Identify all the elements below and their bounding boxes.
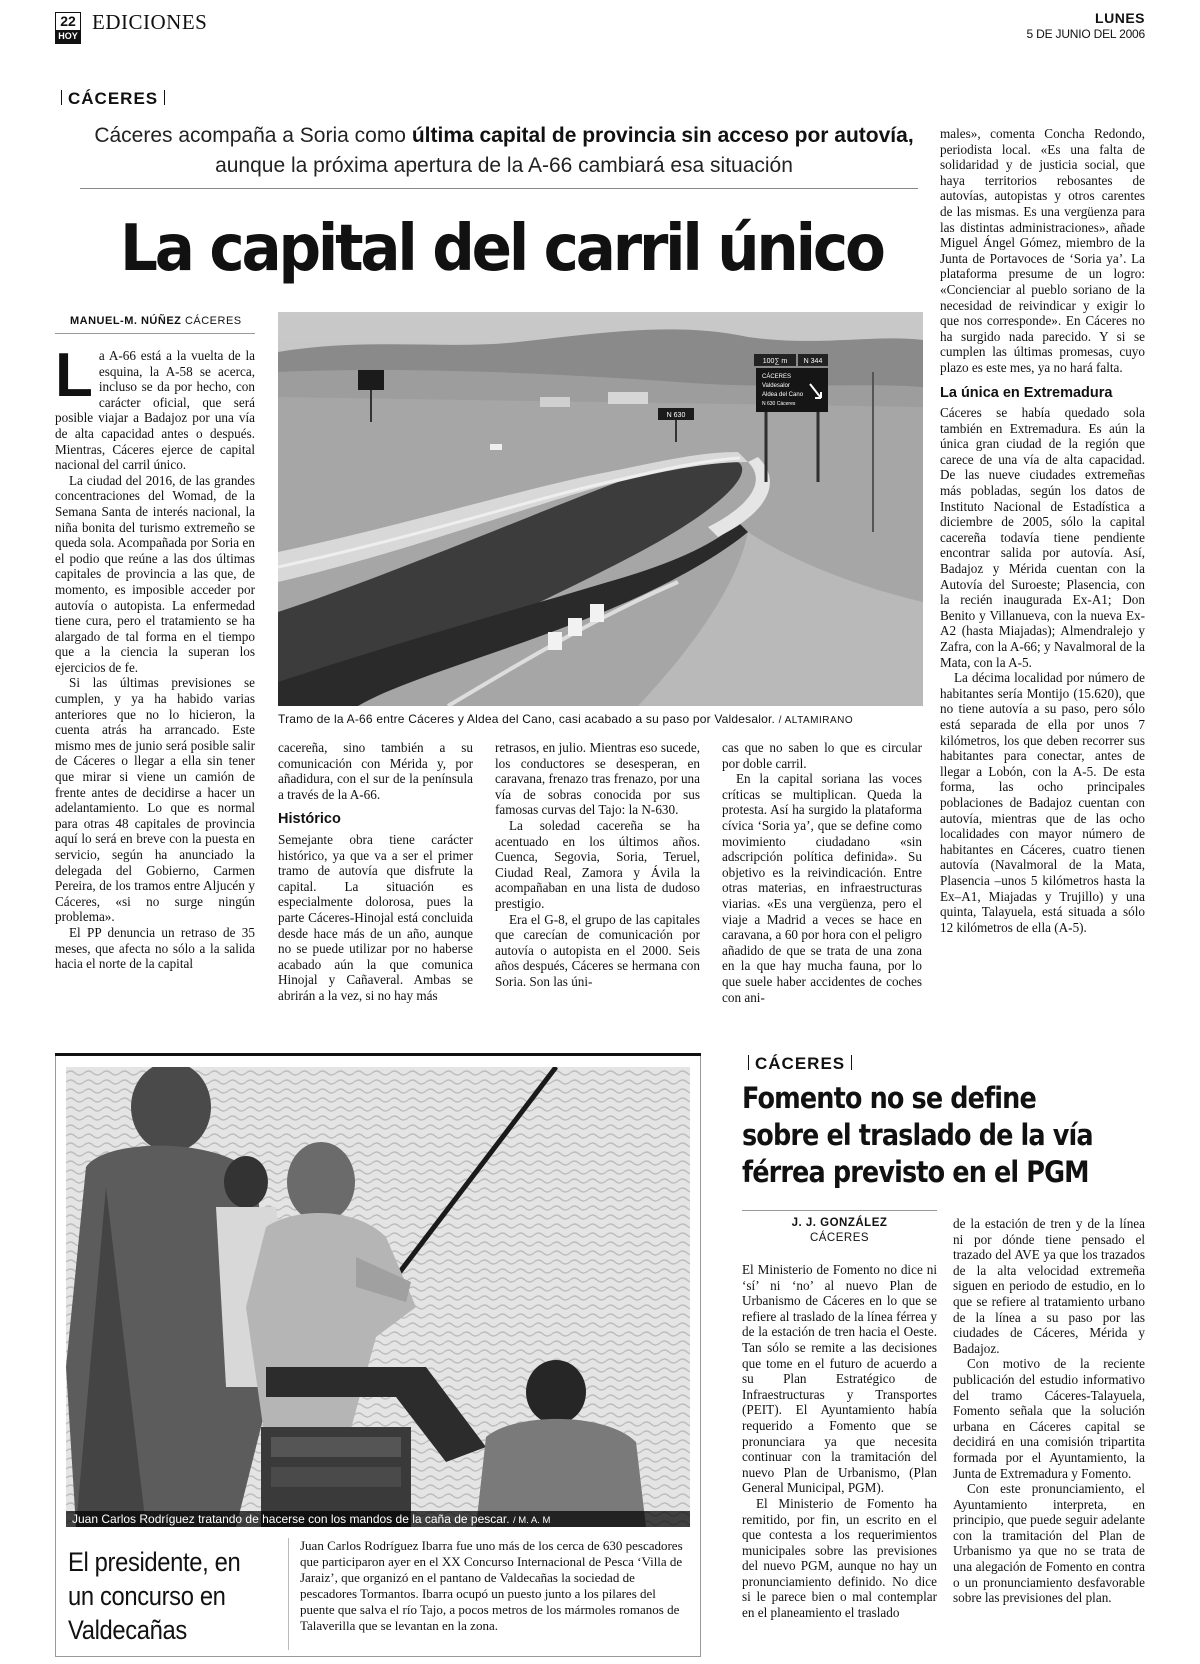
kicker-bar-left bbox=[61, 90, 62, 105]
article-column-3 bbox=[495, 740, 700, 1020]
paragraph: En la capital soriana las voces críticas se multiplican. Queda la protesta. Así ha surgido la plataforma cívica ‘Soria ya’, que se define como movimiento ciudadano «sin adscripción política definida». Su objetivo es la reivindicación. Entre otras materias, en infraestructuras viarias. «Es una vergüenza, pero el viaje a Madrid a veces se hace en caravana, a 60 por hora con el peligro añadido de que se trata de una zona en la que hay mucha fauna, por lo que suele haber accidentes de coches con ani- bbox=[722, 771, 922, 1005]
paragraph: Con este pronunciamiento, el Ayuntamiento interpreta, en principio, que puede seguir adelante con la tramitación del Plan de Urbanismo ya que no se trata de una alegación de Fomento en contra o un pronunciamiento desfavorable sobre las previsiones del plan. bbox=[953, 1481, 1145, 1606]
paragraph: El Ministerio de Fomento no dice ni ‘sí’ ni ‘no’ al nuevo Plan de Urbanismo de Cáceres en lo que se refiere al traslado de la línea férrea y de la estación de tren hacia el Oeste. Tan sólo se remite a las decisiones que tome en el futuro de acuerdo a su Plan Estratégico de Infraestructuras y Transportes (PEIT). El Ayuntamiento había requerido a Fomento que se pronunciara ya que necesita continuar con la tramitación del nuevo Plan de Urbanismo, (Plan General Municipal, PGM). bbox=[742, 1262, 937, 1496]
page-number-badge bbox=[55, 12, 81, 44]
sign-plate-distance: 100∑ m bbox=[762, 358, 788, 365]
paragraph: cacereña, sino también a su comunicación con Mérida y, por añadidura, con el sur de la península a través de la A-66. bbox=[278, 740, 473, 802]
road-photo-drawing bbox=[278, 312, 923, 706]
paragraph: cas que no saben lo que es circular por doble carril. bbox=[722, 740, 922, 771]
day-label: LUNES bbox=[1095, 10, 1145, 26]
paragraph: Si las últimas previsiones se cumplen, y ya ha habido varias anteriores que no lo hicieron, la cuenta atrás ha arrancado. Este mismo mes de junio será posible salir de Cáceres o llegar a ella sin tener que mirar si viene un camión de frente antes de decidirse a hacer un adelantamiento. Lo que es normal para otras 48 capitales de provincia aquí lo será en breve con la puesta en servicio, según ha anunciado la delegada del Gobierno, Carmen Pereira, de los tramos entre Aljucén y Cáceres, «si no surge ningún problema». bbox=[55, 675, 255, 925]
second-headline: Fomento no se define sobre el traslado de la vía férrea previsto en el PGM bbox=[742, 1081, 1093, 1189]
article-column-2 bbox=[278, 740, 473, 1020]
sign-line-2: Valdesalor bbox=[762, 383, 790, 389]
paragraph: de la estación de tren y de la línea ni por dónde tiene pensado el trazado del AVE ya que los trazados de la alta velocidad extremeña siguen en periodo de estudio, en lo que se refiere al tratamiento urbano de la línea a su paso por las ciudades de Cáceres, Mérida y Badajoz. bbox=[953, 1216, 1145, 1356]
byline-place: CÁCERES bbox=[184, 315, 242, 327]
paragraph: La ciudad del 2016, de las grandes concentraciones del Womad, de la Semana Santa de interés nacional, la niña bonita del turismo extremeño se queda sola. Acompañada por Soria en el podio que reúne a las dos últimas capitales de provincia a las que, de momento, es imposible acceder por autovía o autopista. La enfermedad tiene cura, pero el tratamiento se ha alargado de tal forma en el tiempo que a la ciencia la superan los ejercicios de fe. bbox=[55, 472, 255, 675]
second-article-column-1 bbox=[742, 1262, 937, 1657]
paragraph: La soledad cacereña se ha acentuado en los últimos años. Cuenca, Segovia, Soria, Teruel, Ciudad Real, Zamora y Ávila la acompañaban en una lista de dudoso prestigio. bbox=[495, 817, 700, 911]
kicker-bar-right bbox=[851, 1055, 852, 1070]
paragraph: Semejante obra tiene carácter histórico, ya que va a ser el primer tramo de autovía que disfrute la capital. La situación es especialmente dolorosa, pues la parte Cáceres-Hinojal está concluida desde hace más de un año, aunque no se puede utilizar por no haberse acabado aún la que comunica Hinojal y Cañaveral. Ambas se abrirán a la vez, si no hay más bbox=[278, 831, 473, 1003]
kicker-caceres bbox=[55, 89, 171, 109]
byline-rule bbox=[55, 333, 255, 334]
small-road-sign bbox=[358, 370, 384, 390]
kicker-text: CÁCERES bbox=[755, 1054, 846, 1073]
fishing-photo bbox=[66, 1067, 690, 1527]
kicker-text: CÁCERES bbox=[68, 89, 159, 108]
box-divider bbox=[288, 1538, 289, 1650]
small-sign-label: N 630 bbox=[666, 412, 686, 419]
photo-credit: / M. A. M bbox=[512, 1515, 551, 1526]
article-column-1 bbox=[55, 348, 255, 1008]
fishing-photo-drawing bbox=[66, 1067, 690, 1527]
subheading-historico: Histórico bbox=[278, 811, 341, 828]
author-2: J. J. GONZÁLEZ bbox=[791, 1217, 888, 1229]
paragraph: El PP denuncia un retraso de 35 meses, que afecta no sólo a la salida hacia el norte de la capital bbox=[55, 924, 255, 972]
subheading-unica-extremadura: La única en Extremadura bbox=[940, 384, 1113, 401]
paragraph: Era el G-8, el grupo de las capitales que carecían de comunicación por autovía o autopista en el 2000. Seis años después, Cáceres se hermana con Soria. Son las úni- bbox=[495, 911, 700, 989]
article-subtitle bbox=[90, 121, 918, 181]
section-name: EDICIONES bbox=[92, 10, 208, 34]
paragraph: Con motivo de la reciente publicación del estudio informativo del tramo Cáceres-Talayuela, Fomento señala que la solución urbana en Cáceres capital se decidirá en una comisión tripartita formada por el Ayuntamiento, la Junta de Extremadura y Fomento. bbox=[953, 1356, 1145, 1481]
sign-line-1: CÁCERES bbox=[762, 374, 792, 380]
subtitle-bold: última capital de provincia sin acceso por autovía, bbox=[411, 124, 914, 147]
subtitle-part: Cáceres acompaña a Soria como bbox=[94, 124, 412, 147]
box-title: El presidente, en un concurso en Valdecañas bbox=[68, 1547, 241, 1645]
drop-cap: L bbox=[55, 348, 93, 410]
sign-plate-road: N 344 bbox=[803, 358, 823, 365]
paragraph: La décima localidad por número de habitantes sería Montijo (15.620), que no tiene autovía a su paso, pero sólo está separada de ella por unos 7 kilómetros, los que deben recorrer sus habitantes para conectar, antes de llegar a Lobón, con la A-5. De esta forma, las ocho principales poblaciones de Badajoz cuentan con autovía, mientras que de las ocho localidades con mayor número de habitantes en Cáceres, cuatro tienen autovía (Navalmoral de la Mata, Plasencia –unos 5 kilómetros hasta la Ex–A1, Miajadas y Trujillo) y una quinta, Talayuela, está situada a sólo 12 kilómetros de ella (A-5). bbox=[940, 670, 1145, 935]
publication-logo: HOY bbox=[56, 30, 80, 43]
paragraph: retrasos, en julio. Mientras eso sucede, los conductores se desesperan, en caravana, frenazo tras frenazo, por una vía de sobras conocida por sus famosas curvas del Tajo: la N-630. bbox=[495, 740, 700, 818]
subtitle-part: aunque la próxima apertura de la A-66 cambiará esa situación bbox=[215, 154, 793, 177]
article-column-5 bbox=[940, 126, 1145, 1016]
byline-place-2: CÁCERES bbox=[809, 1232, 870, 1244]
kicker-bar-right bbox=[164, 90, 165, 105]
caption-text: Juan Carlos Rodríguez tratando de hacerse con los mandos de la caña de pescar. bbox=[72, 1512, 510, 1526]
byline-rule-2 bbox=[742, 1210, 937, 1211]
subtitle-rule bbox=[80, 188, 918, 189]
sign-line-3: Aldea del Cano bbox=[762, 392, 804, 398]
author: MANUEL-M. NÚÑEZ bbox=[70, 315, 182, 327]
paragraph: Cáceres se había quedado sola también en Extremadura. Es aún la única gran ciudad de la región que carece de una vía de alta capacidad. De las nueve ciudades extremeñas más pobladas, según los datos de Instituto Nacional de Estadística a diciembre de 2005, sólo la capital cacereña todavía tiene pendiente encontrar salida por autovía. Así, Badajoz y Mérida cuentan con la Autovía del Suroeste; Plasencia, con la recién inaugurada Ex-A1; Don Benito y Villanueva, con la nueva Ex-A2 (hasta Miajadas); Almendralejo y Zafra, con la A-66; y Navalmoral de la Mata, con la A-5. bbox=[940, 405, 1145, 670]
page-number: 22 bbox=[60, 13, 76, 29]
fishing-photo-caption bbox=[66, 1511, 690, 1527]
second-article-column-2 bbox=[953, 1216, 1145, 1657]
caption-text: Tramo de la A-66 entre Cáceres y Aldea del Cano, casi acabado a su paso por Valdesalor. bbox=[278, 712, 776, 726]
road-photo-caption bbox=[278, 712, 923, 726]
byline-2 bbox=[742, 1216, 937, 1246]
road-photo bbox=[278, 312, 923, 706]
kicker-bar-left bbox=[748, 1055, 749, 1070]
main-headline: La capital del carril único bbox=[120, 212, 883, 286]
article-column-4 bbox=[722, 740, 922, 1020]
sign-line-4: N 630 Cáceres bbox=[762, 401, 796, 407]
box-top-rule bbox=[55, 1053, 701, 1056]
paragraph: males», comenta Concha Redondo, periodista local. «Es una falta de solidaridad y de justicia social, que haya territorios rebosantes de autovías, autopistas y otros carentes de las mismas. Es una vergüenza para las distintas administraciones», añade Miguel Ángel Gómez, miembro de la Junta de Portavoces de ‘Soria ya’. La plataforma presume de un logro: «Concienciar al pueblo soriano de la necesidad de reivindicar y exigir lo que nos corresponde». En Cáceres no ha surgido nada parecido. Y si se cumplen las últimas promesas, cuyo plazo es este mes, ya no hará falta. bbox=[940, 126, 1145, 375]
kicker-caceres-2 bbox=[742, 1054, 858, 1074]
paragraph: El Ministerio de Fomento ha remitido, por fin, un escrito en el que contesta a los requerimientos municipales sobre las previsiones del nuevo PGM, aunque no hay un pronunciamiento definido. No dice si le parece bien o mal contemplar en el planeamiento el traslado bbox=[742, 1495, 937, 1621]
photo-credit: / ALTAMIRANO bbox=[778, 715, 854, 726]
box-text: Juan Carlos Rodríguez Ibarra fue uno más de los cerca de 630 pescadores que participaron ayer en el XX Concurso Internacional de Pesca ‘Villa de Jaraiz’, que organizó en el pantano de Valdecañas la sociedad de pescadores Tormantos. Ibarra ocupó un puesto junto a los pilares del puente que salva el río Tajo, a pocos metros de los mármoles romanos de Talaverilla que se levantan en la zona. bbox=[300, 1538, 683, 1633]
date-label: 5 DE JUNIO DEL 2006 bbox=[1026, 27, 1145, 41]
byline bbox=[70, 315, 242, 327]
paragraph-text: a A-66 está a la vuelta de la esquina, la A-58 se acerca, incluso se da por hecho, con carácter oficial, que será posible viajar a Badajoz por una vía de alta capacidad antes o después. Mientras, Cáceres ejerce de capital nacional del carril único. bbox=[55, 348, 255, 473]
paragraph bbox=[55, 348, 255, 473]
